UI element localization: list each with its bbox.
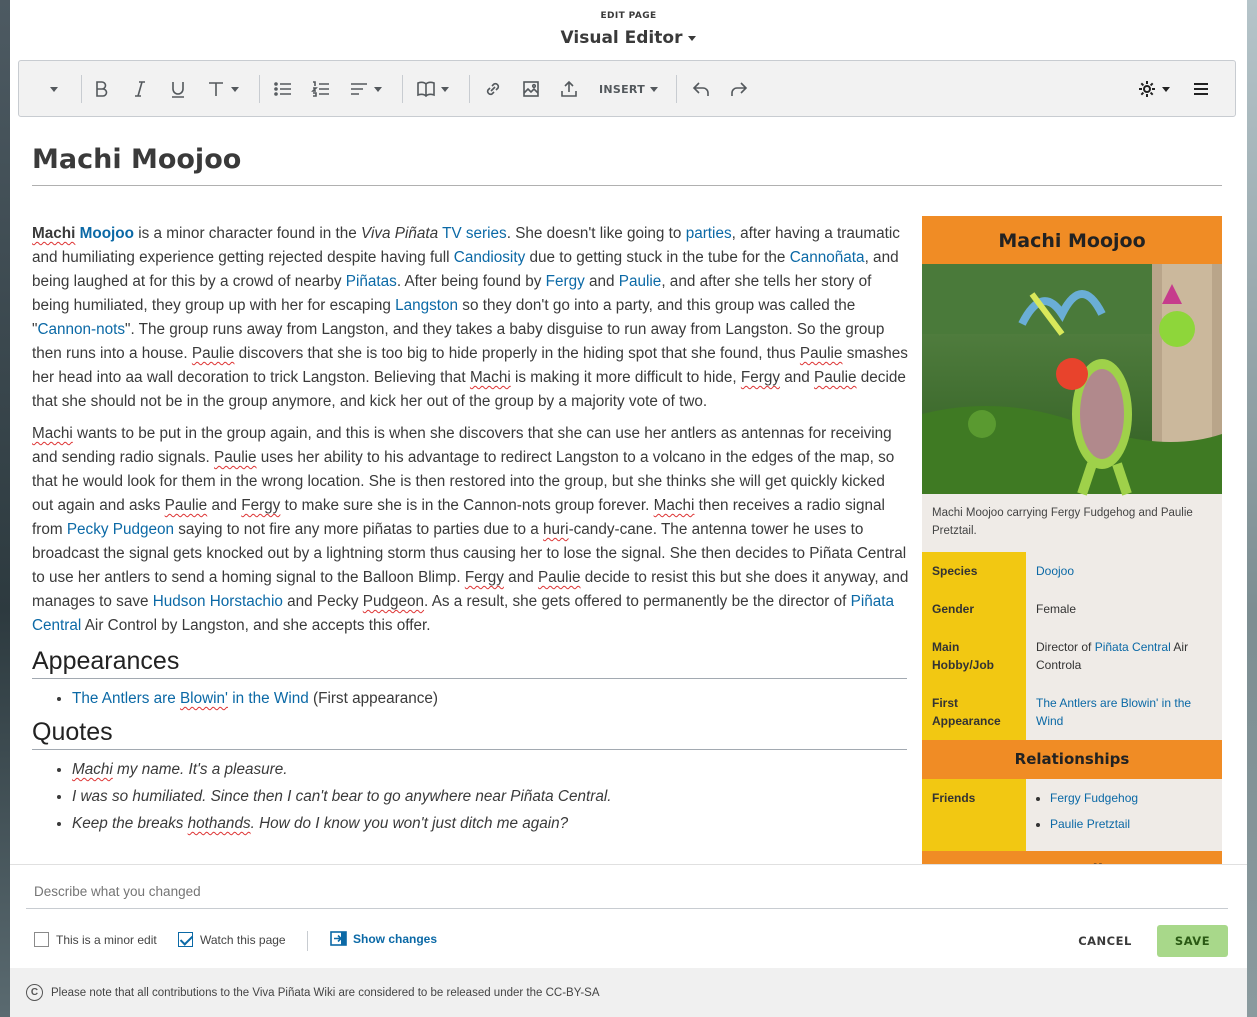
copyright-icon: C xyxy=(26,984,43,1001)
menu-icon xyxy=(1191,79,1211,99)
infobox-title: Machi Moojoo xyxy=(922,216,1222,264)
infobox-value xyxy=(1026,552,1222,590)
list-item xyxy=(1050,789,1212,807)
infobox-row-friends xyxy=(922,779,1222,851)
italic-button[interactable] xyxy=(130,71,150,107)
show-changes-button[interactable] xyxy=(330,931,437,946)
chevron-down-icon xyxy=(231,87,239,92)
infobox-label: Species xyxy=(922,552,1026,590)
upload-icon xyxy=(559,79,579,99)
link-pudgeon[interactable]: Pudgeon xyxy=(112,521,174,538)
insert-label: INSERT xyxy=(599,82,646,96)
infobox-row-hobby xyxy=(922,628,1222,684)
image-button[interactable] xyxy=(521,71,541,107)
text-style-dropdown[interactable] xyxy=(206,71,239,107)
options-divider xyxy=(307,931,308,951)
link-friend[interactable]: Paulie Pretztail xyxy=(1050,817,1131,831)
infobox-row-gender xyxy=(922,590,1222,628)
italic-text: Viva Piñata xyxy=(361,225,439,242)
image-icon xyxy=(521,79,541,99)
character-image xyxy=(922,264,1222,494)
friends-list xyxy=(1050,789,1212,833)
redo-button[interactable] xyxy=(729,71,749,107)
text: decide that she should not be in the group anymore, and kick her out of the group by a majority vote of two. xyxy=(32,369,906,410)
watch-page-checkbox[interactable] xyxy=(178,932,193,947)
license-notice xyxy=(10,968,1247,1017)
misspelled-word: hothands xyxy=(187,815,251,832)
link-pinatas[interactable]: Piñatas xyxy=(345,273,397,290)
bold-icon xyxy=(91,79,111,99)
text: . After being found by xyxy=(396,273,546,290)
infobox-value xyxy=(1026,628,1222,684)
paragraph-intro xyxy=(32,222,910,414)
misspelled-word: Machi xyxy=(32,425,73,442)
show-changes-label: Show changes xyxy=(353,931,438,946)
misspelled-word: Paulie xyxy=(191,345,235,362)
book-icon xyxy=(416,79,436,99)
text: saying to not fire any more piñatas to parties due to a xyxy=(174,521,544,538)
link-parties[interactable]: parties xyxy=(685,225,732,242)
chevron-down-icon xyxy=(650,87,658,92)
text: , and being laughed at for this by a crowd of nearby xyxy=(32,249,899,290)
text: and Pecky xyxy=(282,593,363,610)
text: my name. It's a pleasure. xyxy=(112,761,288,778)
text: is making it more difficult to hide, xyxy=(510,369,741,386)
infobox-section-relationships: Relationships xyxy=(922,740,1222,779)
align-icon xyxy=(349,79,369,99)
text: and xyxy=(207,497,242,514)
editor-header xyxy=(10,0,1247,58)
misspelled-word: Paulie xyxy=(814,369,857,386)
chevron-down-icon xyxy=(441,87,449,92)
quotes-heading: Quotes xyxy=(32,717,907,750)
text: then receives a radio signal from xyxy=(32,497,885,538)
text: decide to resist this but she does it anyway, and manages to save xyxy=(32,569,909,610)
misspelled-word: Paulie xyxy=(164,497,208,514)
page-title: Machi Moojoo xyxy=(32,144,242,175)
misspelled-word: Paulie xyxy=(214,449,257,466)
toolbar-divider xyxy=(469,75,470,103)
editor-content[interactable] xyxy=(10,118,1247,863)
cite-dropdown[interactable] xyxy=(416,71,449,107)
misspelled-word: Machi xyxy=(72,761,113,778)
link-text: Blowin' xyxy=(179,690,228,707)
link-friend[interactable]: Fergy Fudgehog xyxy=(1050,791,1139,805)
text: . She doesn't like going to xyxy=(506,225,686,242)
save-panel xyxy=(10,864,1247,968)
chevron-down-icon xyxy=(374,87,382,92)
text: . How do I know you won't just ditch me again? xyxy=(250,815,569,832)
infobox-label: Main Hobby/Job xyxy=(922,628,1026,684)
backdrop-left xyxy=(0,0,10,1017)
misspelled-word: Fergy xyxy=(740,369,780,386)
text: and xyxy=(584,273,619,290)
misspelled-word: Machi xyxy=(653,497,695,514)
paragraph-format-dropdown[interactable] xyxy=(45,71,58,107)
bold-button[interactable] xyxy=(91,71,111,107)
misspelled-word: Paulie xyxy=(537,569,581,586)
list-item xyxy=(72,687,910,711)
chevron-down-icon xyxy=(688,36,696,41)
redo-icon xyxy=(729,79,749,99)
underline-icon xyxy=(168,79,188,99)
editor-mode-label: Visual Editor xyxy=(560,28,683,48)
watch-page-option[interactable] xyxy=(178,932,286,947)
misspelled-word: Fergy xyxy=(464,569,504,586)
text: and xyxy=(503,569,538,586)
link-paulie[interactable]: Paulie xyxy=(618,273,662,290)
text: due to getting stuck in the tube for the xyxy=(525,249,790,266)
list-item xyxy=(1050,815,1212,833)
menu-button[interactable] xyxy=(1191,71,1211,107)
link-langston[interactable]: Langston xyxy=(395,297,459,314)
text: wants to be put in the group again, and this is when she discovers that she can use her antlers as antennas for receiving and sending radio signals. xyxy=(32,425,892,466)
chevron-down-icon xyxy=(1162,87,1170,92)
misspelled-word: Pudgeon xyxy=(362,593,425,610)
toolbar-divider xyxy=(402,75,403,103)
toolbar-divider xyxy=(81,75,82,103)
infobox[interactable] xyxy=(922,216,1222,890)
infobox-caption: Machi Moojoo carrying Fergy Fudgehog and Paulie Pretztail. xyxy=(922,494,1222,552)
infobox-label: First Appearance xyxy=(922,684,1026,740)
editor-modal xyxy=(10,0,1247,1017)
link-moojoo[interactable]: Moojoo xyxy=(79,225,134,242)
license-text: Please note that all contributions to the Viva Piñata Wiki are considered to be released under the CC-BY-SA xyxy=(51,986,600,999)
link-first-episode[interactable]: The Antlers are Blowin' in the Wind xyxy=(1036,696,1192,728)
appearances-heading: Appearances xyxy=(32,646,907,679)
misspelled-word: Paulie xyxy=(799,345,843,362)
editor-toolbar xyxy=(18,60,1236,117)
paragraph-story xyxy=(32,422,910,638)
infobox-row-species xyxy=(922,552,1222,590)
link-hudson[interactable]: Hudson xyxy=(152,593,206,610)
link-fergy[interactable]: Fergy xyxy=(545,273,585,290)
misspelled-word: Fergy xyxy=(241,497,281,514)
quotes-list xyxy=(72,758,910,836)
misspelled-word: Machi xyxy=(469,369,511,386)
link-icon xyxy=(483,79,503,99)
link-pinata-central[interactable]: Piñata Central xyxy=(1094,640,1171,654)
title-divider xyxy=(32,185,1222,186)
minor-edit-checkbox[interactable] xyxy=(34,932,49,947)
align-dropdown[interactable] xyxy=(349,71,382,107)
list-item: • I was so humiliated. Since then I can't bear to go anywhere near Piñata Central. xyxy=(72,785,910,809)
text: to make sure she is in the Cannon-nots group forever. xyxy=(280,497,654,514)
text: smashes her head into aa wall decoration to trick Langston. Believing that xyxy=(32,345,908,386)
link-doojoo[interactable]: Doojoo xyxy=(1036,564,1075,578)
gear-icon xyxy=(1137,79,1157,99)
text: and xyxy=(779,369,815,386)
appearances-list xyxy=(72,687,910,711)
text-style-icon xyxy=(206,79,226,99)
list-item xyxy=(72,812,910,836)
misspelled-word: huri xyxy=(543,521,569,538)
link-pinata-central[interactable]: Piñata Central xyxy=(32,593,894,634)
text: Director of xyxy=(1036,640,1095,654)
editor-mode-dropdown[interactable] xyxy=(10,28,1247,48)
link-cannonata[interactable]: Cannoñata xyxy=(789,249,865,266)
text: is a minor character found in the xyxy=(133,225,362,242)
infobox-row-first-appearance xyxy=(922,684,1222,740)
insert-dropdown[interactable] xyxy=(599,71,658,107)
text: Air Control by Langston, and she accepts this offer. xyxy=(81,617,431,634)
numbered-list-button[interactable] xyxy=(311,71,331,107)
text: , and after she tells her story of being humiliated, they group up with her for escaping xyxy=(32,273,872,314)
upload-button[interactable] xyxy=(559,71,579,107)
edit-page-label: EDIT PAGE xyxy=(600,11,657,21)
link-tv-series[interactable]: TV series xyxy=(442,225,507,242)
toolbar-divider xyxy=(259,75,260,103)
cancel-button[interactable]: CANCEL xyxy=(1068,925,1142,957)
diff-icon xyxy=(330,931,347,946)
italic-icon xyxy=(130,79,150,99)
text: . As a result, she gets offered to permanently be the director of xyxy=(424,593,851,610)
link-pecky[interactable]: Pecky xyxy=(66,521,109,538)
undo-icon xyxy=(691,79,711,99)
link-candiosity[interactable]: Candiosity xyxy=(453,249,526,266)
link-button[interactable] xyxy=(483,71,503,107)
watch-page-label: Watch this page xyxy=(200,932,286,947)
link-episode[interactable] xyxy=(72,690,309,707)
infobox-value xyxy=(1026,684,1222,740)
text: discovers that she is too big to hide properly in the hiding spot that she found, thus xyxy=(234,345,800,362)
infobox-label: Gender xyxy=(922,590,1026,628)
edit-summary-input[interactable] xyxy=(26,875,1228,909)
text: so they don't go into a party, and this group was called the " xyxy=(32,297,856,338)
text: (First appearance) xyxy=(308,690,438,707)
bold-text: Machi xyxy=(32,225,76,242)
article-body[interactable] xyxy=(32,222,910,839)
infobox-value: Female xyxy=(1036,602,1077,616)
minor-edit-option[interactable] xyxy=(34,932,157,947)
link-text: The Antlers are xyxy=(72,690,180,707)
bullet-list-icon xyxy=(273,79,293,99)
save-button[interactable]: SAVE xyxy=(1157,925,1228,957)
text: uses her ability to his advantage to redirect Langston to a volcano in the edges of the map, so that he would look for them in the wrong location. She is then restored into the group, but she thinks she will get quickly kicked out again and asks xyxy=(32,449,895,514)
text: , after having a traumatic and humiliating experience getting rejected despite having full xyxy=(32,225,900,266)
text: Keep the breaks xyxy=(72,815,188,832)
text: -candy-cane. The antenna tower he uses to broadcast the signal gets knocked out by a lightning storm thus causing her to lose the signal. She then decides to Piñata Central to use her antlers to send a homing signal to the Balloon Blimp. xyxy=(32,521,907,586)
list-item xyxy=(72,758,910,782)
undo-button[interactable] xyxy=(691,71,711,107)
toolbar-divider xyxy=(676,75,677,103)
bullet-list-button[interactable] xyxy=(273,71,293,107)
infobox-label: Friends xyxy=(922,779,1026,851)
infobox-image xyxy=(922,264,1222,494)
minor-edit-label: This is a minor edit xyxy=(56,932,157,947)
infobox-value xyxy=(1026,779,1222,851)
link-cannon-nots[interactable]: Cannon-nots xyxy=(37,321,126,338)
numbered-list-icon xyxy=(311,79,331,99)
underline-button[interactable] xyxy=(168,71,188,107)
link-text: in the Wind xyxy=(227,690,309,707)
text: Air Controla xyxy=(1036,640,1189,672)
chevron-down-icon xyxy=(50,87,58,92)
link-horstachio[interactable]: Horstachio xyxy=(209,593,283,610)
backdrop-right xyxy=(1247,0,1257,1017)
text: ". The group runs away from Langston, and they takes a baby disguise to run away from Langston. So the group then runs into a house. xyxy=(32,321,885,362)
page-settings-dropdown[interactable] xyxy=(1137,71,1170,107)
